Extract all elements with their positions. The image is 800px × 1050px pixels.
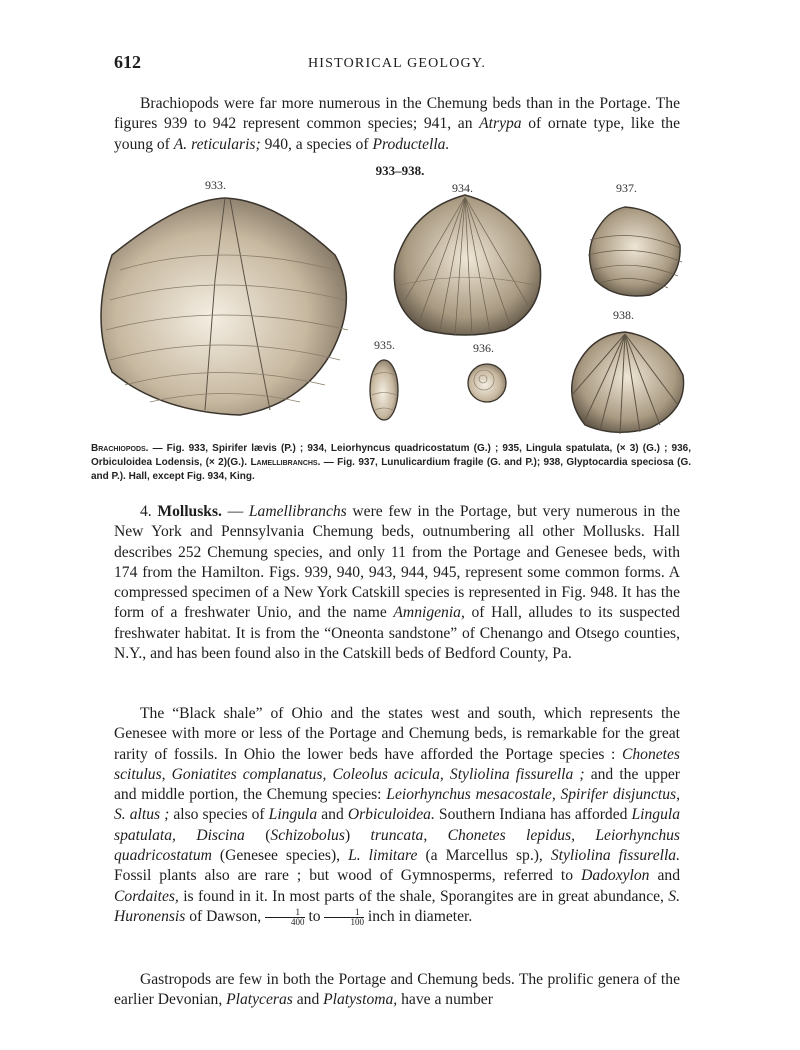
fraction-1-100: $\frac{1}{100}$ (324, 908, 364, 927)
fossil-935-lingula (370, 360, 398, 420)
paragraph-mollusks: 4. Mollusks. — Lamellibranchs were few in the Portage, but very numerous in the New York and Pennsylvania Chemung beds, outnumbering all other Mollusks. Hall describes 252 Chemung species, and only 11 from the Portage and Genesee beds, with 174 from the Hamilton. Figs. 939, 940, 943, 944, 945, represent some common forms. A compressed specimen of a New York Catskill species is represented in Fig. 948. It has the form of a freshwater Unio, and the name Amnigenia, of Hall, alludes to its suspected freshwater habitat. It is from the “Oneonta sandstone” of Chenango and Otsego counties, N.Y., and has been found also in the Catskill beds of Bedford County, Pa. (114, 503, 681, 663)
figure-label-937: 937. (616, 181, 637, 195)
figure-caption: Brachiopods. — Fig. 933, Spirifer lævis (P.) ; 934, Leiorhyncus quadricostatum (G.) ; 935, Lingula spatulata, (× 3) (G.) ; 936, Orbiculoidea Lodensis, (× 2)(G.). Lamellibranchs. — Fig. 937, Lunulicardium fragile (G. and P.); 938, Glyptocardia speciosa (G. and P.). Hall, except Fig. 934, King. (91, 443, 692, 482)
fossil-937-lunulicardium (588, 207, 682, 296)
figure-label-936: 936. (473, 341, 494, 355)
paragraph-gastropods: Gastropods are few in both the Portage and Chemung beds. The prolific genera of the earlier Devonian, Platyceras and Platystoma, have a number (114, 971, 680, 1009)
page-number: 612 (114, 52, 141, 72)
fossil-938-glyptocardia (572, 332, 684, 434)
running-title: HISTORICAL GEOLOGY. (307, 56, 487, 71)
fraction-1-400: $\frac{1}{400}$ (265, 908, 305, 927)
figure-group-label: 933–938. (375, 163, 425, 178)
fossil-934-leiorhynchus (394, 195, 540, 335)
page-header (114, 52, 680, 78)
figure-label-934: 934. (452, 181, 473, 195)
figure-label-935: 935. (374, 338, 395, 352)
figure-label-933: 933. (205, 178, 226, 192)
paragraph-brachiopods: Brachiopods were far more numerous in the Chemung beds than in the Portage. The figures 939 to 942 represent common species; 941, an Atrypa of ornate type, like the young of A. reticularis; 940, a species of Productella. (114, 95, 680, 153)
fossil-936-orbiculoidea (468, 364, 506, 402)
fossil-933-spirifer (101, 198, 348, 415)
figure-label-938: 938. (613, 308, 634, 322)
paragraph-black-shale: The “Black shale” of Ohio and the states west and south, which represents the Genesee with more or less of the Portage and Chemung beds, is remarkable for the great rarity of fossils. In Ohio the lower beds have afforded the Portage species : Chonetes scitulus, Goniatites complanatus, Coleolus acicula, Styliolina fissurella ; and the upper and middle portion, the Chemung species: Leiorhynchus mesacostale, Spirifer disjunctus, S. altus ; also species of Lingula and Orbiculoidea. Southern Indiana has afforded Lingula spatulata, Discina (Schizobolus) truncata, Chonetes lepidus, Leiorhynchus quadricostatum (Genesee species), L. limitare (a Marcellus sp.), Styliolina fissurella. Fossil plants also are rare ; but wood of Gymnosperms, referred to Dadoxylon and Cordaites, is found in it. In most parts of the shale, Sporangites are in great abundance, S. Huronensis of Dawson, $\frac{1}{400}$ to $\frac{1}{100}$ inch in diameter. (114, 705, 681, 927)
